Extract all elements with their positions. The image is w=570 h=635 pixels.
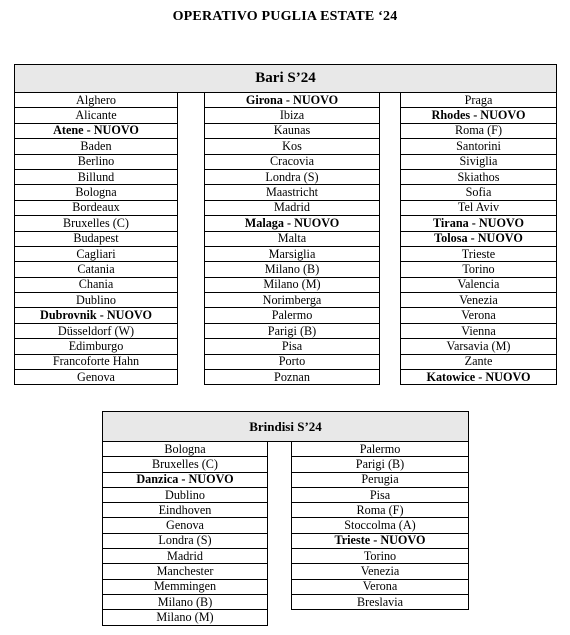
list-item: Palermo [205,307,379,322]
list-item: Madrid [103,548,267,563]
list-item: Maastricht [205,184,379,199]
list-item: Valencia [401,277,556,292]
list-item: Kos [205,138,379,153]
list-item: Vienna [401,323,556,338]
list-item: Santorini [401,138,556,153]
list-item: Londra (S) [205,169,379,184]
bari-column-1 [14,92,178,385]
bari-column-2 [204,92,380,385]
list-item: Alicante [15,107,177,122]
bari-column-3 [400,92,557,385]
list-item: Catania [15,261,177,276]
list-item: Eindhoven [103,502,267,517]
list-item: Danzica - NUOVO [103,472,267,487]
list-item: Sofia [401,184,556,199]
list-item: Trieste - NUOVO [292,533,468,548]
list-item: Stoccolma (A) [292,517,468,532]
list-item: Marsiglia [205,246,379,261]
list-item: Praga [401,92,556,107]
list-item: Düsseldorf (W) [15,323,177,338]
list-item: Ibiza [205,107,379,122]
list-item: Milano (B) [103,594,267,609]
list-item: Bologna [15,184,177,199]
list-item: Venezia [292,563,468,578]
list-item: Katowice - NUOVO [401,369,556,384]
list-item: Parigi (B) [292,456,468,471]
list-item: Dubrovnik - NUOVO [15,307,177,322]
page-title: OPERATIVO PUGLIA ESTATE ‘24 [172,9,398,24]
list-item: Perugia [292,472,468,487]
list-item: Skiathos [401,169,556,184]
list-item: Bruxelles (C) [15,215,177,230]
list-item: Baden [15,138,177,153]
brindisi-column-2 [291,441,469,610]
list-item: Pisa [292,487,468,502]
brindisi-table-header [102,411,469,442]
list-item: Billund [15,169,177,184]
list-item: Madrid [205,200,379,215]
list-item: Bordeaux [15,200,177,215]
list-item: Bruxelles (C) [103,456,267,471]
list-item: Berlino [15,154,177,169]
list-item: Malaga - NUOVO [205,215,379,230]
list-item: Pisa [205,338,379,353]
list-item: Alghero [15,92,177,107]
bari-header-label: Bari S’24 [255,70,316,86]
list-item: Kaunas [205,123,379,138]
list-item: Tolosa - NUOVO [401,231,556,246]
list-item: Palermo [292,441,468,456]
list-item: Roma (F) [401,123,556,138]
list-item: Roma (F) [292,502,468,517]
list-item: Verona [401,307,556,322]
brindisi-header-label: Brindisi S’24 [249,418,322,434]
list-item: Zante [401,354,556,369]
list-item: Verona [292,579,468,594]
list-item: Budapest [15,231,177,246]
list-item: Tirana - NUOVO [401,215,556,230]
brindisi-column-1 [102,441,268,626]
list-item: Rhodes - NUOVO [401,107,556,122]
list-item: Poznan [205,369,379,384]
list-item: Girona - NUOVO [205,92,379,107]
list-item: Tel Aviv [401,200,556,215]
list-item: Trieste [401,246,556,261]
list-item: Milano (M) [103,609,267,624]
list-item: Torino [292,548,468,563]
bari-table-header [14,64,557,93]
list-item: Atene - NUOVO [15,123,177,138]
list-item: Dublino [103,487,267,502]
list-item: Milano (B) [205,261,379,276]
list-item: Norimberga [205,292,379,307]
list-item: Memmingen [103,579,267,594]
list-item: Dublino [15,292,177,307]
list-item: Cracovia [205,154,379,169]
list-item: Edimburgo [15,338,177,353]
list-item: Manchester [103,563,267,578]
list-item: Parigi (B) [205,323,379,338]
list-item: Siviglia [401,154,556,169]
list-item: Venezia [401,292,556,307]
list-item: Varsavia (M) [401,338,556,353]
list-item: Francoforte Hahn [15,354,177,369]
list-item: Bologna [103,441,267,456]
list-item: Malta [205,231,379,246]
list-item: Chania [15,277,177,292]
list-item: Genova [103,517,267,532]
list-item: Breslavia [292,594,468,609]
list-item: Londra (S) [103,533,267,548]
list-item: Cagliari [15,246,177,261]
list-item: Milano (M) [205,277,379,292]
list-item: Porto [205,354,379,369]
list-item: Torino [401,261,556,276]
list-item: Genova [15,369,177,384]
